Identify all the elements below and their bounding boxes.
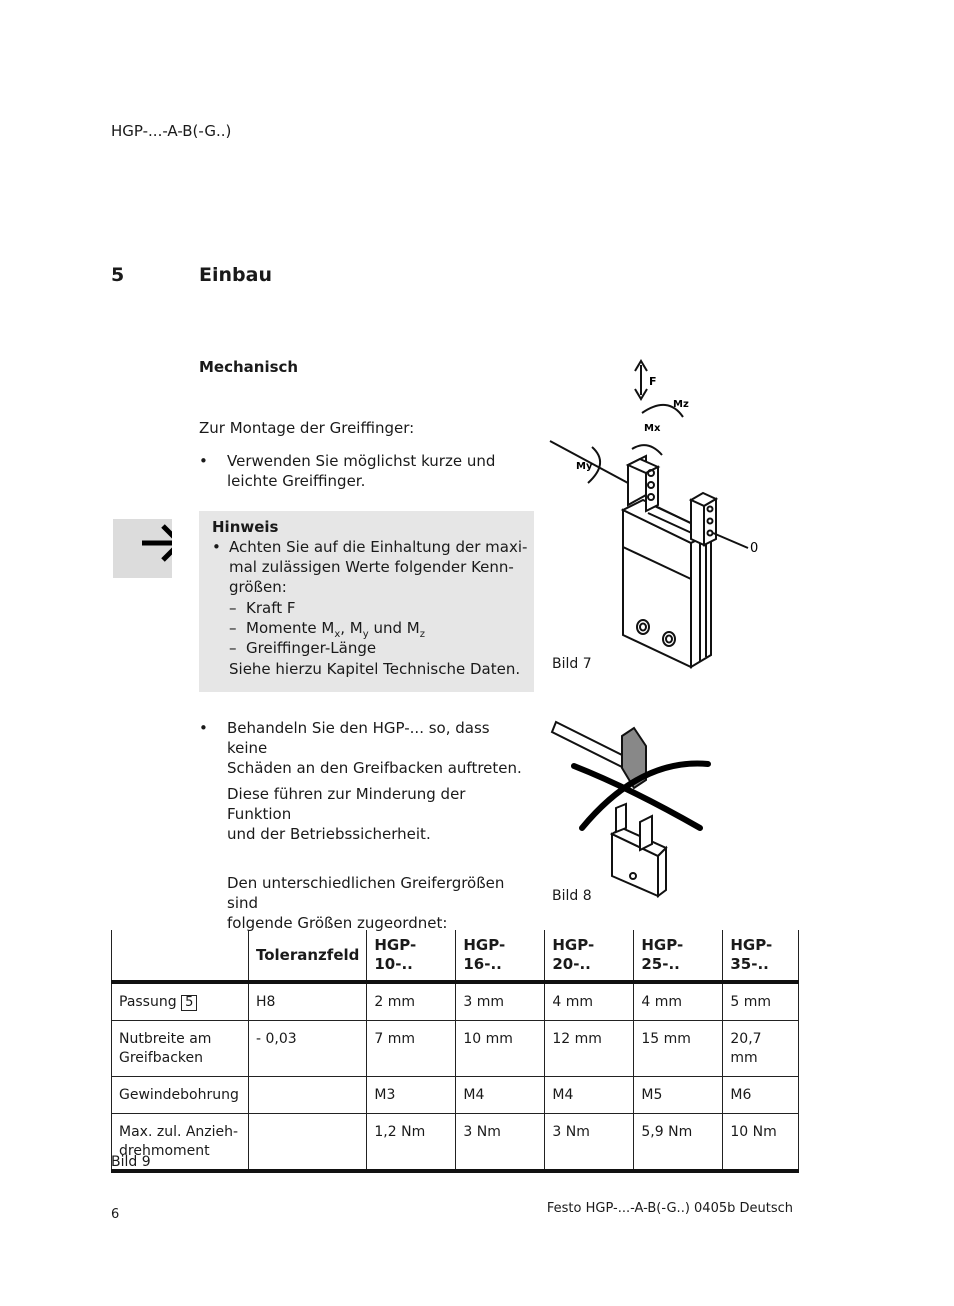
bullet-item bbox=[227, 451, 527, 491]
note-dash-item: – Greiffinger-Länge bbox=[229, 639, 377, 657]
bullet-line: Verwenden Sie möglichst kurze und bbox=[227, 452, 496, 470]
table-header-cell: HGP-16-.. bbox=[456, 930, 545, 982]
bullet-line: und der Betriebssicherheit. bbox=[227, 825, 431, 843]
moment-mx-label: Mx bbox=[644, 423, 661, 434]
note-bullet-line: mal zulässigen Werte folgender Kenn- bbox=[229, 558, 514, 576]
bullet-line: Diese führen zur Minderung der Funktion bbox=[227, 785, 466, 823]
bullet-line: Schäden an den Greifbacken auftreten. bbox=[227, 759, 522, 777]
hammer-prohibition-figure bbox=[550, 718, 720, 904]
table-cell: 4 mm bbox=[634, 982, 723, 1021]
table-cell bbox=[249, 1114, 367, 1172]
arrow-right-icon bbox=[113, 519, 172, 578]
footer-info: Festo HGP-...-A-B(-G..) 0405b Deutsch bbox=[546, 1201, 793, 1216]
table-cell: 3 Nm bbox=[456, 1114, 545, 1172]
table-cell: M5 bbox=[634, 1077, 723, 1114]
note-footer: Siehe hierzu Kapitel Technische Daten. bbox=[229, 660, 521, 678]
sizes-intro bbox=[227, 873, 537, 933]
table-cell: M3 bbox=[367, 1077, 456, 1114]
table-cell: 7 mm bbox=[367, 1021, 456, 1077]
moment-mz-label: Mz bbox=[673, 399, 689, 410]
row-label-line: drehmoment bbox=[119, 1143, 210, 1159]
note-dash-item: – Momente $M_x$, $M_y$ und $M_z$ bbox=[229, 619, 425, 640]
sizes-intro-line: folgende Größen zugeordnet: bbox=[227, 914, 448, 932]
bullet-line: leichte Greiffinger. bbox=[227, 472, 366, 490]
dash-item-text: Greiffinger-Länge bbox=[246, 639, 377, 657]
note-box bbox=[199, 511, 534, 692]
bullet-line: Behandeln Sie den HGP-... so, dass keine bbox=[227, 719, 490, 757]
bullet-dot: • bbox=[212, 538, 221, 556]
table-cell: M4 bbox=[545, 1077, 634, 1114]
row-label-line: Nutbreite am bbox=[119, 1031, 212, 1047]
row-label-line: Max. zul. Anzieh- bbox=[119, 1124, 239, 1140]
table-header-row bbox=[112, 930, 799, 982]
row-label bbox=[112, 982, 249, 1021]
table-row bbox=[112, 1077, 799, 1114]
origin-label: 0 bbox=[750, 541, 759, 556]
table-cell: - 0,03 bbox=[249, 1021, 367, 1077]
note-dash-item: – Kraft F bbox=[229, 599, 296, 617]
gripper-size-table bbox=[111, 930, 799, 1173]
row-label-line: Greifbacken bbox=[119, 1050, 203, 1066]
table-cell: 10 Nm bbox=[723, 1114, 799, 1172]
table-cell: 20,7 mm bbox=[723, 1021, 799, 1077]
table-cell: 10 mm bbox=[456, 1021, 545, 1077]
dash-item-text: Kraft F bbox=[246, 599, 296, 617]
note-arrow-box bbox=[113, 519, 172, 578]
intro-text: Zur Montage der Greiffinger: bbox=[199, 419, 415, 437]
section-title: Einbau bbox=[199, 264, 272, 286]
sizes-intro-line: Den unterschiedlichen Greifergrößen sind bbox=[227, 874, 505, 912]
figure-caption: Bild 9 bbox=[111, 1154, 151, 1170]
bullet-item bbox=[227, 718, 527, 844]
document-code: HGP-...-A-B(-G..) bbox=[111, 122, 232, 140]
table-cell: 3 mm bbox=[456, 982, 545, 1021]
note-title: Hinweis bbox=[212, 518, 279, 536]
table-cell: 4 mm bbox=[545, 982, 634, 1021]
table-row bbox=[112, 1021, 799, 1077]
moment-sub: z bbox=[419, 629, 425, 640]
section-number: 5 bbox=[111, 264, 125, 286]
figure-caption: Bild 7 bbox=[552, 656, 592, 672]
table-cell: 5 mm bbox=[723, 982, 799, 1021]
table-header-cell bbox=[112, 930, 249, 982]
note-bullet-line: größen: bbox=[229, 578, 287, 596]
table-cell: 5,9 Nm bbox=[634, 1114, 723, 1172]
row-label bbox=[112, 1021, 249, 1077]
table-header-cell: Toleranzfeld bbox=[249, 930, 367, 982]
table-cell: 2 mm bbox=[367, 982, 456, 1021]
row-label: Gewindebohrung bbox=[112, 1077, 249, 1114]
table-cell: M4 bbox=[456, 1077, 545, 1114]
moment-my-label: My bbox=[576, 461, 593, 472]
bullet-dot: • bbox=[199, 452, 208, 470]
figure-caption: Bild 8 bbox=[552, 888, 592, 904]
table-cell: M6 bbox=[723, 1077, 799, 1114]
moment-prefix: Momente M bbox=[246, 619, 335, 637]
table-header-cell: HGP-20-.. bbox=[545, 930, 634, 982]
row-label-text: Passung bbox=[119, 994, 177, 1010]
page-number: 6 bbox=[111, 1207, 120, 1222]
subsection-title: Mechanisch bbox=[199, 358, 299, 376]
reference-box: 5 bbox=[181, 995, 197, 1011]
table-cell: H8 bbox=[249, 982, 367, 1021]
table-header-cell: HGP-35-.. bbox=[723, 930, 799, 982]
bullet-dot: • bbox=[199, 719, 208, 737]
table-row bbox=[112, 1114, 799, 1172]
moment-sep: und M bbox=[368, 619, 420, 637]
table-header-cell: HGP-10-.. bbox=[367, 930, 456, 982]
moment-sub: y bbox=[362, 629, 369, 640]
table-header-cell: HGP-25-.. bbox=[634, 930, 723, 982]
table-row bbox=[112, 982, 799, 1021]
table-cell: 12 mm bbox=[545, 1021, 634, 1077]
moment-sep: , M bbox=[340, 619, 363, 637]
table-cell: 15 mm bbox=[634, 1021, 723, 1077]
moment-sub: x bbox=[334, 629, 341, 640]
table-cell: 1,2 Nm bbox=[367, 1114, 456, 1172]
force-f-label: F bbox=[649, 375, 657, 388]
table-cell: 3 Nm bbox=[545, 1114, 634, 1172]
table-cell bbox=[249, 1077, 367, 1114]
gripper-forces-figure bbox=[548, 355, 768, 675]
note-bullet-line: Achten Sie auf die Einhaltung der maxi- bbox=[229, 538, 528, 556]
